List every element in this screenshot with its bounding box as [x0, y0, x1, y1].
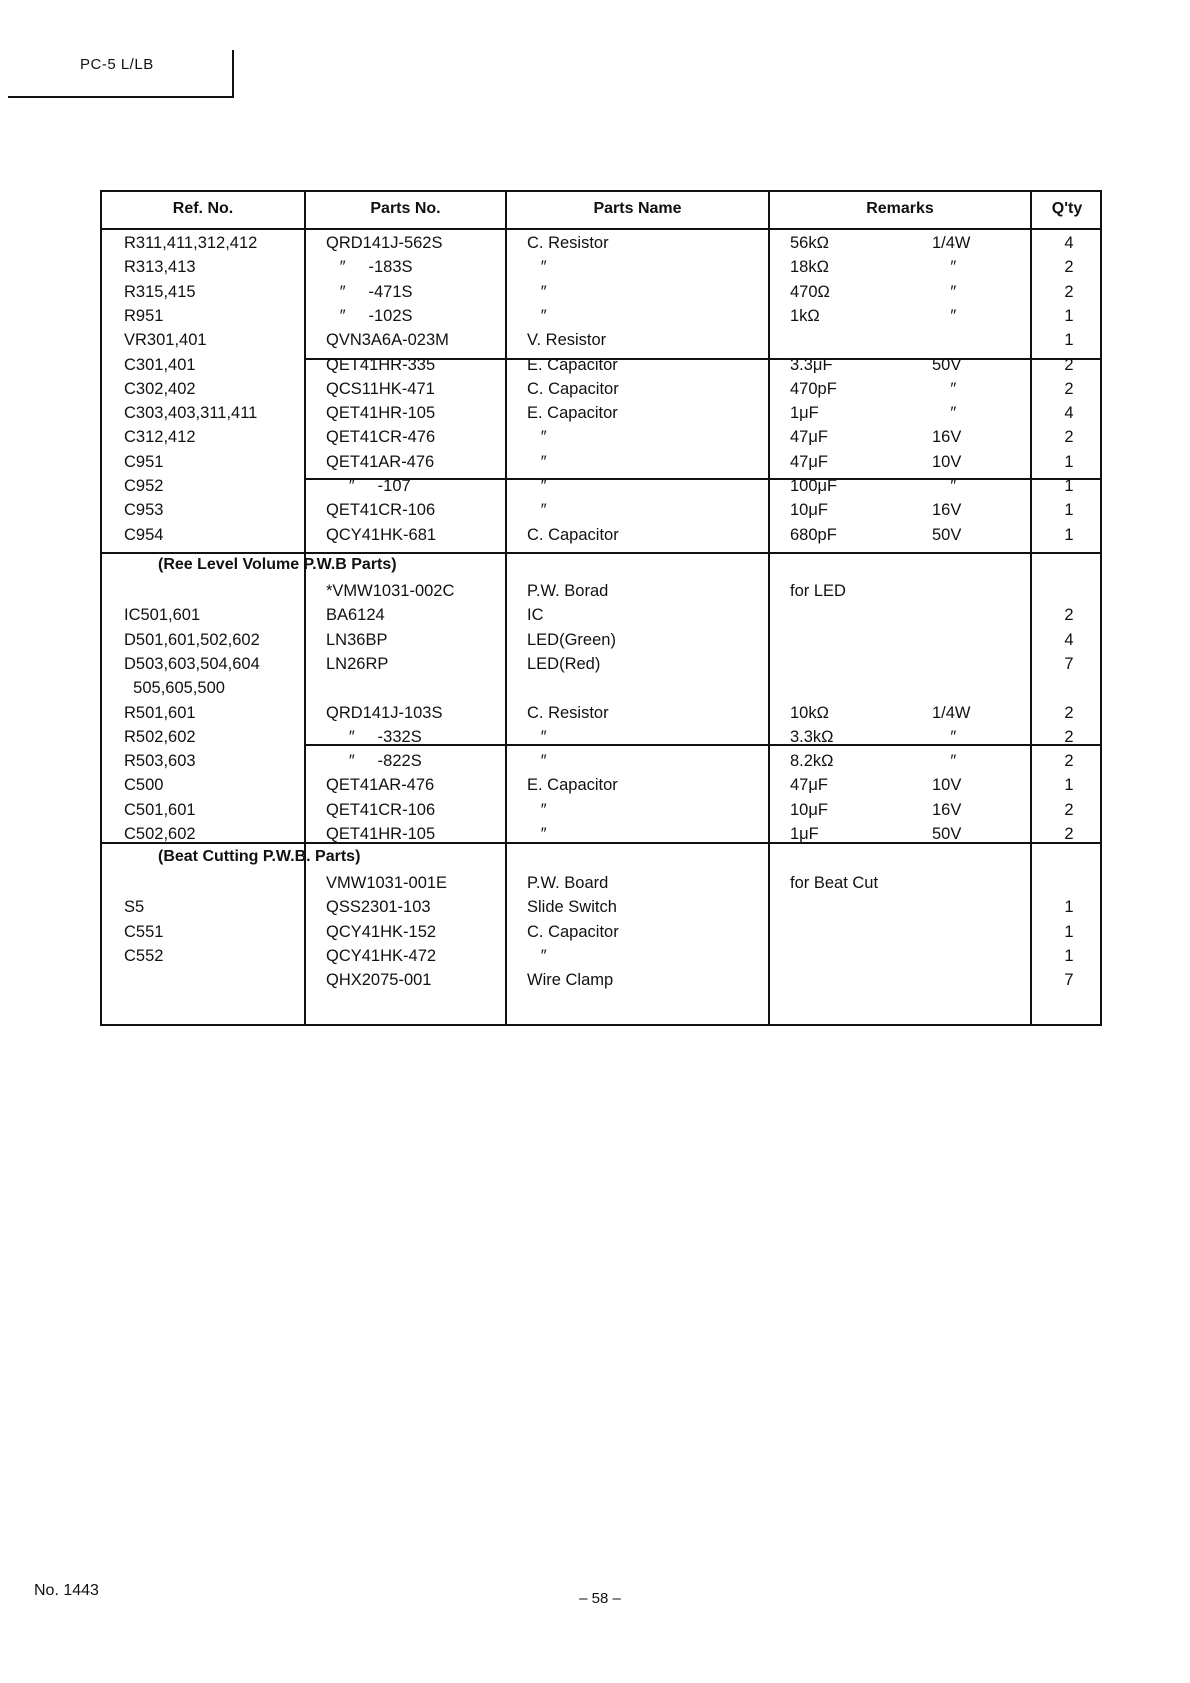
cell-part: QCY41HK-152: [326, 922, 437, 941]
cell-name: ″: [527, 825, 547, 843]
cell-qty: 2: [1064, 428, 1074, 447]
cell-name: ″: [527, 282, 547, 301]
cell-r2: ″: [932, 752, 957, 771]
table-row: [102, 874, 1100, 898]
cell-r2: ″: [932, 258, 957, 277]
table-row: [102, 380, 1100, 404]
cell-qty: 2: [1064, 258, 1074, 277]
cell-part: QET41CR-106: [326, 501, 436, 520]
cell-ref: C954: [124, 525, 164, 544]
table-row: [102, 582, 1100, 606]
table-row: [102, 606, 1100, 630]
table-row: [102, 428, 1100, 452]
cell-name: ″: [527, 752, 547, 771]
table-row: [102, 704, 1100, 728]
header-separator: [102, 228, 1100, 230]
col-header-remarks: Remarks: [866, 200, 934, 217]
cell-qty: 1: [1064, 922, 1074, 941]
cell-part: QET41HR-335: [326, 355, 436, 374]
cell-ref: R503,603: [124, 752, 196, 771]
cell-ref: C552: [124, 946, 164, 965]
cell-qty: 1: [1064, 525, 1074, 544]
cell-ref: C551: [124, 922, 164, 941]
parts-table: [100, 190, 1102, 1026]
col-header-ref: Ref. No.: [172, 200, 234, 217]
cell-qty: 2: [1064, 282, 1074, 301]
cell-name: LED(Green): [527, 630, 616, 649]
table-row: [102, 356, 1100, 380]
cell-part: LN26RP: [326, 654, 389, 673]
cell-qty: 1: [1064, 501, 1074, 520]
cell-ref: S5: [124, 898, 145, 917]
cell-part: QET41CR-106: [326, 800, 436, 819]
cell-ref: C301,401: [124, 355, 196, 374]
cell-r1: 10μF: [790, 501, 828, 520]
table-row: [102, 947, 1100, 971]
cell-ref: C952: [124, 477, 164, 495]
cell-name: P.W. Board: [527, 874, 609, 892]
cell-name: E. Capacitor: [527, 404, 618, 423]
cell-name: IC: [527, 606, 544, 625]
cell-r2: 1/4W: [932, 703, 971, 722]
cell-r2: 10V: [932, 776, 962, 795]
cell-r1: 1kΩ: [790, 306, 820, 325]
cell-name: ″: [527, 727, 547, 746]
cell-part: ″ -107: [326, 477, 411, 495]
cell-r2: 50V: [932, 525, 962, 544]
cell-r1: 680pF: [790, 525, 837, 544]
cell-part: BA6124: [326, 606, 385, 625]
cell-r2: 50V: [932, 355, 962, 374]
cell-qty: 1: [1064, 331, 1074, 350]
cell-part: QCY41HK-472: [326, 946, 437, 965]
table-row: [102, 752, 1100, 776]
cell-qty: 4: [1064, 404, 1074, 423]
cell-part: QET41AR-476: [326, 452, 435, 471]
cell-ref: R501,601: [124, 703, 196, 722]
cell-ref: R951: [124, 306, 164, 325]
table-row: [102, 923, 1100, 947]
cell-r1: 10μF: [790, 800, 828, 819]
table-row: [102, 801, 1100, 825]
cell-qty: 1: [1064, 898, 1074, 917]
cell-r2: 10V: [932, 452, 962, 471]
cell-qty: 1: [1064, 776, 1074, 795]
cell-part: LN36BP: [326, 630, 388, 649]
cell-ref: R311,411,312,412: [124, 234, 258, 252]
cell-ref: D503,603,504,604: [124, 654, 260, 673]
table-row: [102, 971, 1100, 995]
cell-r2: 16V: [932, 501, 962, 520]
cell-name: ″: [527, 428, 547, 447]
cell-qty: 1: [1064, 452, 1074, 471]
cell-ref: R502,602: [124, 727, 196, 746]
cell-name: C. Resistor: [527, 234, 609, 252]
cell-qty: 7: [1064, 971, 1074, 990]
cell-ref: D501,601,502,602: [124, 630, 260, 649]
cell-qty: 1: [1064, 306, 1074, 325]
cell-ref: C501,601: [124, 800, 196, 819]
cell-ref: IC501,601: [124, 606, 201, 625]
table-row: [102, 477, 1100, 501]
cell-name: ″: [527, 800, 547, 819]
table-row: [102, 404, 1100, 428]
cell-part: QRD141J-562S: [326, 234, 443, 252]
cell-ref: 505,605,500: [124, 679, 225, 698]
cell-qty: 2: [1064, 825, 1074, 843]
cell-part: QET41HR-105: [326, 404, 436, 423]
table-row: [102, 825, 1100, 849]
cell-part: VMW1031-001E: [326, 874, 448, 892]
cell-ref: R313,413: [124, 258, 196, 277]
cell-ref: C951: [124, 452, 164, 471]
cell-name: ″: [527, 306, 547, 325]
cell-part: ″ -822S: [326, 752, 422, 771]
table-row: [102, 283, 1100, 307]
section-title-ree-level: (Ree Level Volume P.W.B Parts): [158, 556, 397, 573]
table-row: [102, 501, 1100, 525]
cell-part: ″ -471S: [326, 282, 413, 301]
table-row: [102, 655, 1100, 679]
cell-r1: 18kΩ: [790, 258, 829, 277]
table-row: [102, 679, 1100, 703]
cell-name: ″: [527, 258, 547, 277]
col-header-part: Parts No.: [370, 200, 441, 217]
page-number: – 58 –: [579, 1590, 621, 1607]
cell-ref: C303,403,311,411: [124, 404, 258, 423]
cell-name: E. Capacitor: [527, 776, 618, 795]
cell-r1: 3.3kΩ: [790, 727, 834, 746]
cell-r2: ″: [932, 282, 957, 301]
cell-part: QCS11HK-471: [326, 379, 435, 398]
cell-part: ″ -102S: [326, 306, 413, 325]
cell-qty: 1: [1064, 477, 1074, 495]
cell-r1: 56kΩ: [790, 234, 829, 252]
col-header-qty: Q'ty: [1051, 200, 1083, 217]
cell-qty: 7: [1064, 654, 1074, 673]
cell-r2: 1/4W: [932, 234, 971, 252]
table-row: [102, 453, 1100, 477]
cell-part: ″ -332S: [326, 727, 422, 746]
cell-name: P.W. Borad: [527, 582, 609, 600]
cell-part: QSS2301-103: [326, 898, 431, 917]
cell-qty: 2: [1064, 800, 1074, 819]
cell-r1: 1μF: [790, 825, 819, 843]
cell-ref: C500: [124, 776, 164, 795]
cell-name: ″: [527, 477, 547, 495]
table-row: [102, 331, 1100, 355]
cell-r1: 1μF: [790, 404, 819, 423]
model-label: PC-5 L/LB: [80, 56, 154, 73]
cell-r1: 470pF: [790, 379, 837, 398]
cell-part: QCY41HK-681: [326, 525, 437, 544]
cell-r2: 16V: [932, 800, 962, 819]
cell-r2: ″: [932, 306, 957, 325]
section-separator: [102, 552, 1100, 554]
table-row: [102, 898, 1100, 922]
table-row: [102, 526, 1100, 550]
cell-name: LED(Red): [527, 654, 601, 673]
cell-name: ″: [527, 501, 547, 520]
cell-qty: 2: [1064, 752, 1074, 771]
cell-r1: 100μF: [790, 477, 838, 495]
cell-r1: 47μF: [790, 452, 828, 471]
cell-r1: for LED: [790, 582, 846, 600]
cell-r1: 47μF: [790, 428, 828, 447]
cell-part: QET41CR-476: [326, 428, 436, 447]
cell-r1: 10kΩ: [790, 703, 829, 722]
cell-qty: 2: [1064, 727, 1074, 746]
cell-name: ″: [527, 452, 547, 471]
cell-part: *VMW1031-002C: [326, 582, 455, 600]
section-title-beat-cutting: (Beat Cutting P.W.B. Parts): [158, 848, 361, 865]
cell-qty: 4: [1064, 234, 1074, 252]
cell-qty: 2: [1064, 355, 1074, 374]
cell-name: V. Resistor: [527, 331, 607, 350]
cell-r2: ″: [932, 379, 957, 398]
table-row: [102, 307, 1100, 331]
cell-part: QET41HR-105: [326, 825, 436, 843]
header-divider-horizontal: [8, 96, 234, 98]
cell-qty: 1: [1064, 946, 1074, 965]
table-row: [102, 728, 1100, 752]
cell-r1: 47μF: [790, 776, 828, 795]
cell-name: C. Capacitor: [527, 379, 619, 398]
cell-r2: 50V: [932, 825, 962, 843]
cell-name: Slide Switch: [527, 898, 617, 917]
cell-name: ″: [527, 946, 547, 965]
cell-r2: 16V: [932, 428, 962, 447]
table-row: [102, 776, 1100, 800]
cell-part: QRD141J-103S: [326, 703, 443, 722]
cell-r2: ″: [932, 477, 957, 495]
header-divider-vertical: [232, 50, 234, 98]
cell-qty: 2: [1064, 379, 1074, 398]
cell-part: QVN3A6A-023M: [326, 331, 449, 350]
cell-r2: ″: [932, 727, 957, 746]
cell-r1: for Beat Cut: [790, 874, 879, 892]
cell-r1: 3.3μF: [790, 355, 833, 374]
cell-r1: 470Ω: [790, 282, 830, 301]
cell-qty: 2: [1064, 703, 1074, 722]
cell-ref: VR301,401: [124, 331, 207, 350]
cell-qty: 4: [1064, 630, 1074, 649]
cell-name: C. Capacitor: [527, 525, 619, 544]
document-number: No. 1443: [34, 1582, 99, 1599]
cell-r1: 8.2kΩ: [790, 752, 834, 771]
cell-ref: R315,415: [124, 282, 196, 301]
cell-ref: C312,412: [124, 428, 196, 447]
cell-name: E. Capacitor: [527, 355, 618, 374]
cell-name: C. Capacitor: [527, 922, 619, 941]
cell-name: C. Resistor: [527, 703, 609, 722]
cell-ref: C502,602: [124, 825, 196, 843]
cell-ref: C302,402: [124, 379, 196, 398]
table-row: [102, 631, 1100, 655]
cell-ref: C953: [124, 501, 164, 520]
cell-part: ″ -183S: [326, 258, 413, 277]
table-row: [102, 234, 1100, 258]
cell-part: QET41AR-476: [326, 776, 435, 795]
cell-qty: 2: [1064, 606, 1074, 625]
cell-r2: ″: [932, 404, 957, 423]
table-row: [102, 258, 1100, 282]
cell-name: Wire Clamp: [527, 971, 614, 990]
col-header-name: Parts Name: [593, 200, 682, 217]
cell-part: QHX2075-001: [326, 971, 432, 990]
